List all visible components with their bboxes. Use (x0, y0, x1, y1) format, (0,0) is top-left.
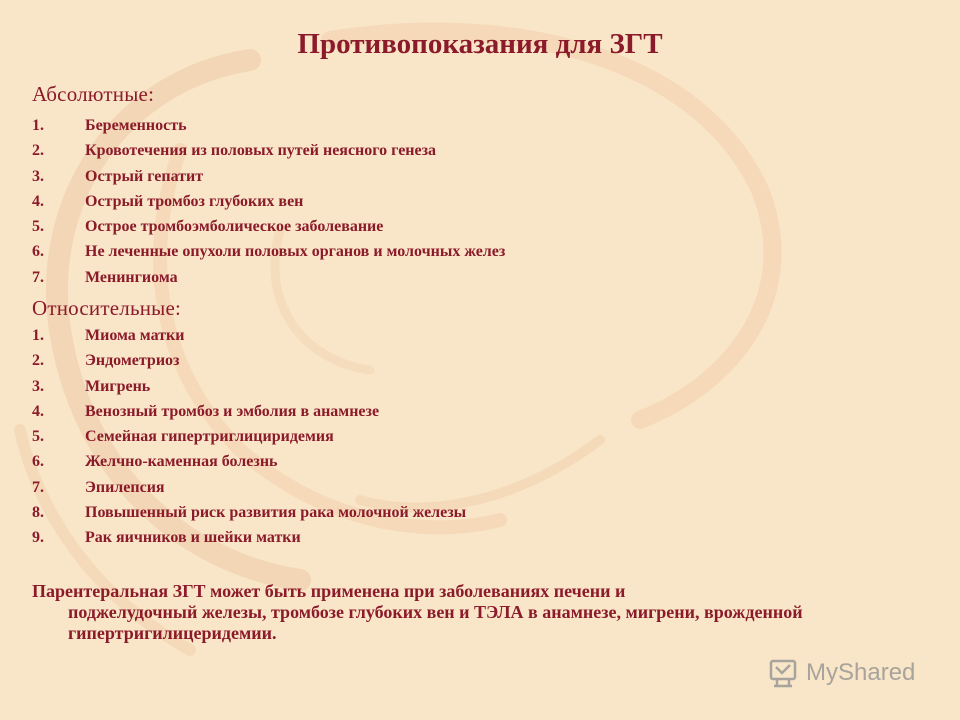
absolute-heading: Абсолютные: (32, 82, 155, 106)
note-line-rest: поджелудочный железы, тромбозе глубоких вен и ТЭЛА в анамнезе, мигрени, врожденной гипертригилицеридемии. (68, 602, 803, 643)
list-item: 3. Мигрень (32, 377, 151, 395)
relative-heading: Относительные: (32, 296, 182, 320)
slide-title: Противопоказания для ЗГТ (297, 28, 663, 60)
watermark-text: MyShared (806, 659, 916, 686)
list-item: 3. Острый гепатит (32, 167, 204, 185)
list-item: 1. Миома матки (32, 327, 185, 344)
list-item: 7. Менингиома (32, 268, 178, 286)
parenteral-note (32, 581, 937, 644)
list-item: 9. Рак яичников и шейки матки (32, 529, 301, 547)
relative-list (32, 323, 466, 551)
absolute-list (32, 113, 505, 290)
list-item: 8. Повышенный риск развития рака молочной железы (32, 504, 467, 522)
list-item: 7. Эпилепсия (32, 478, 165, 496)
list-item: 2. Эндометриоз (32, 352, 180, 370)
myshared-watermark (768, 657, 915, 689)
list-item: 1. Беременность (32, 117, 187, 134)
myshared-logo-icon (768, 657, 802, 689)
list-item: 5. Острое тромбоэмболическое заболевание (32, 218, 384, 236)
note-line-first: Парентеральная ЗГТ может быть применена при заболеваниях печени и (32, 581, 626, 601)
list-item: 4. Острый тромбоз глубоких вен (32, 192, 304, 210)
list-item: 6. Желчно-каменная болезнь (32, 453, 278, 471)
list-item: 6. Не леченные опухоли половых органов и молочных желез (32, 243, 506, 261)
list-item: 2. Кровотечения из половых путей неясного генеза (32, 142, 437, 160)
list-item: 4. Венозный тромбоз и эмболия в анамнезе (32, 402, 380, 420)
list-item: 5. Семейная гипертриглициридемия (32, 428, 334, 446)
